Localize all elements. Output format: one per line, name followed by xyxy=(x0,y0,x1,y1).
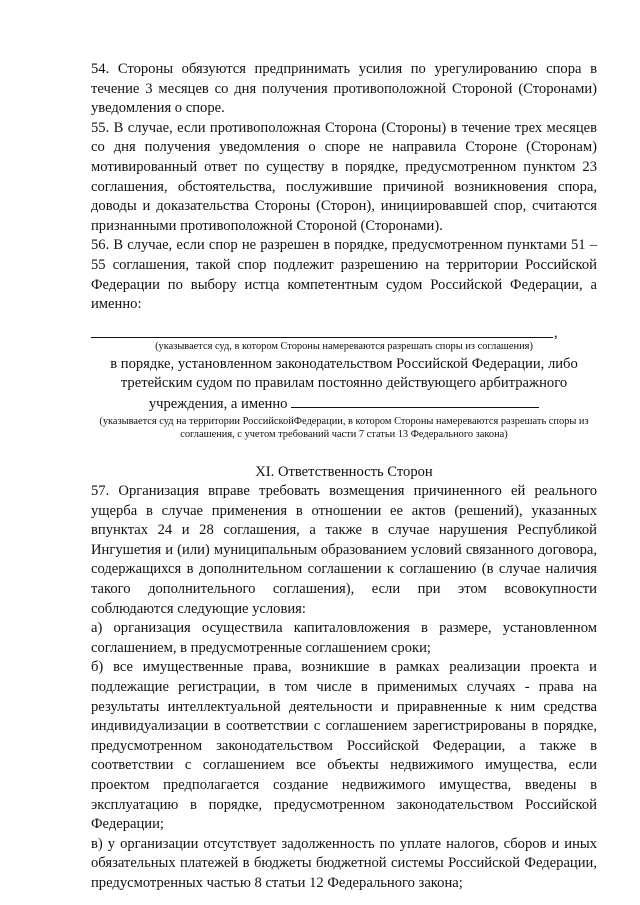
arbitration-text: в порядке, установленном законодательством Российской Федерации, либо третейским судом по правилам постоянно действующего арбитражного учреждения, а именно xyxy=(110,355,578,412)
court-blank-rule xyxy=(91,337,553,338)
court-blank-note: (указывается суд, в котором Стороны намереваются разрешать споры из соглашения) xyxy=(155,340,533,352)
condition-b: б) все имущественные права, возникшие в рамках реализации проекта и подлежащие регистрации, в том числе в применимых случаях - права на результаты интеллектуальной деятельности и приравненные к ним средства индивидуализации в соответствии с соглашением зарегистрированы в порядке, предусмотренном законодательством Российской Федерации, а также в соответствии с соглашением все объекты недвижимого имущества, если проектом предполагается создание недвижимого имущества, введены в эксплуатацию в порядке, предусмотренном законодательством Российской Федерации; xyxy=(91,659,597,833)
arbitration-blank-rule xyxy=(291,394,539,408)
paragraph-54: 54. Стороны обязуются предпринимать усилия по урегулированию спора в течение 3 месяцев со дня получения противоположной Стороной (Сторонами) уведомления о споре. xyxy=(91,61,597,117)
court-blank-field xyxy=(91,321,597,340)
document-page xyxy=(91,60,597,894)
arbitration-blank-note: (указывается суд на территории РоссийскойФедерации, в котором Стороны намереваются разрешать споры из соглашения, с учетом требований части 7 статьи 13 Федерального закона) xyxy=(99,415,589,440)
paragraph-55: 55. В случае, если противоположная Сторона (Стороны) в течение трех месяцев со дня получения уведомления о споре не направила Стороне (Сторонам) мотивированный ответ по существу в порядке, предусмотренном пунктом 23 соглашения, обстоятельства, послужившие причиной возникновения спора, доводы и доказательства Стороны (Сторон), инициировавшей спор, считаются признанными противоположной Стороной (Сторонами). xyxy=(91,119,597,234)
condition-a: а) организация осуществила капиталовложения в размере, установленном соглашением, в предусмотренные соглашением сроки; xyxy=(91,620,597,656)
section-heading: XI. Ответственность Сторон xyxy=(255,463,433,480)
arbitration-paragraph xyxy=(91,355,597,415)
court-blank-comma: , xyxy=(554,324,558,341)
paragraph-57: 57. Организация вправе требовать возмещения причиненного ей реального ущерба в случае применения в отношении ее актов (решений), указанных впунктах 24 и 28 соглашения, а также в случае нарушения Республикой Ингушетия и (или) муниципальным образованием условий связанного договора, содержащихся в дополнительном соглашении к соглашению (в случае наличия такого дополнительного соглашения), если при этом всовокупности соблюдаются следующие условия: xyxy=(91,483,597,617)
paragraph-56: 56. В случае, если спор не разрешен в порядке, предусмотренном пунктами 51 – 55 соглашения, такой спор подлежит разрешению на территории Российской Федерации по выбору истца компетентным судом Российской Федерации, а именно: xyxy=(91,237,597,313)
condition-c: в) у организации отсутствует задолженность по уплате налогов, сборов и иных обязательных платежей в бюджеты бюджетной системы Российской Федерации, предусмотренных частью 8 статьи 12 Федерального закона; xyxy=(91,835,597,891)
